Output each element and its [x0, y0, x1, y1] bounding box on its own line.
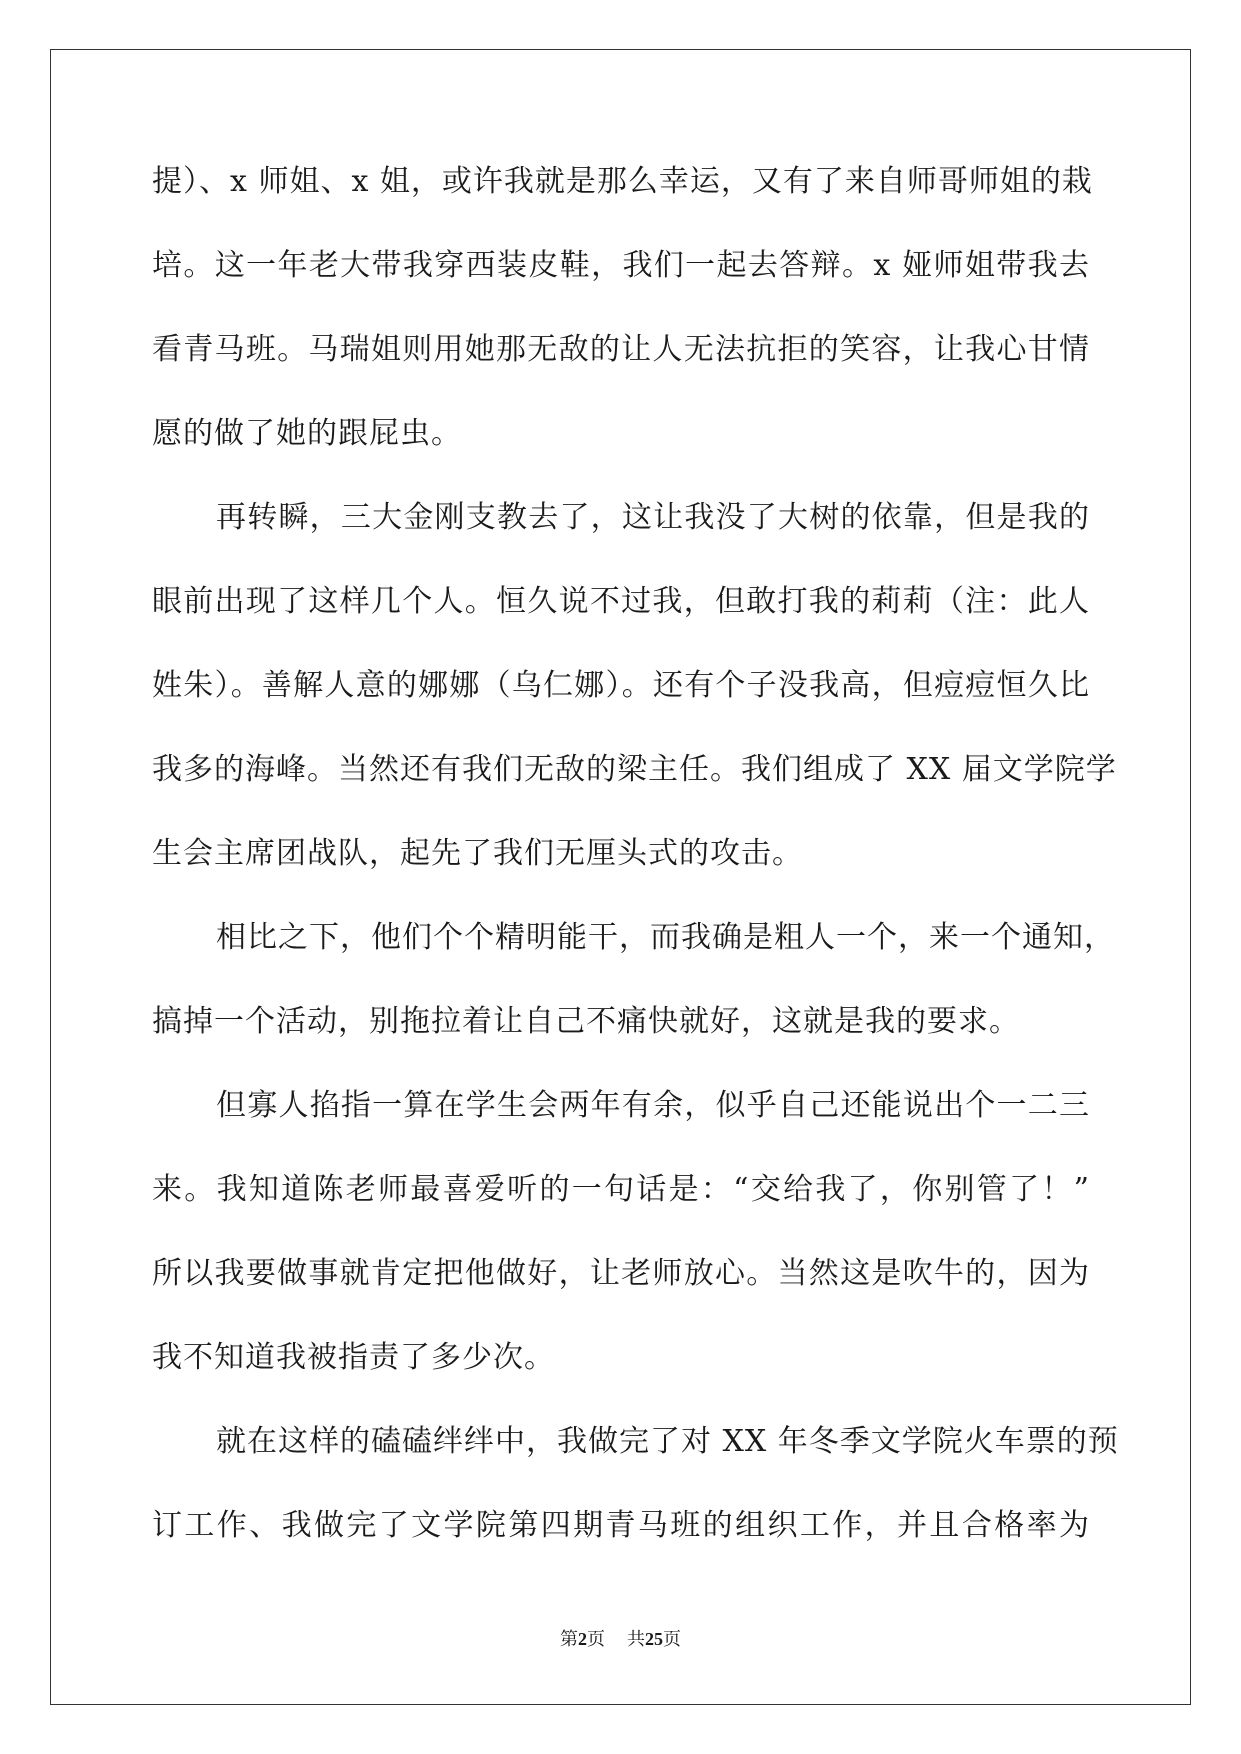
- text-line: 我不知道我被指责了多少次。: [152, 1340, 555, 1375]
- text-line: 姓朱）。善解人意的娜娜（乌仁娜）。还有个子没我高，但痘痘恒久比: [152, 668, 1090, 703]
- text-line: 就在这样的磕磕绊绊中，我做完了对 XX 年冬季文学院火车票的预: [216, 1424, 1119, 1459]
- text-line: 生会主席团战队，起先了我们无厘头式的攻击。: [152, 836, 803, 871]
- text-line: 来。我知道陈老师最喜爱听的一句话是：“交给我了，你别管了！”: [152, 1172, 1090, 1207]
- text-line: 相比之下，他们个个精明能干，而我确是粗人一个，来一个通知，: [216, 920, 1115, 955]
- page-suffix: 页: [587, 1629, 605, 1650]
- text-line: 我多的海峰。当然还有我们无敌的梁主任。我们组成了 XX 届文学院学: [152, 752, 1117, 787]
- total-suffix: 页: [663, 1629, 681, 1650]
- text-line: 所以我要做事就肯定把他做好，让老师放心。当然这是吹牛的，因为: [152, 1256, 1090, 1291]
- total-prefix: 共: [627, 1629, 645, 1650]
- page-footer: [0, 1627, 1241, 1652]
- text-line: 订工作、我做完了文学院第四期青马班的组织工作，并且合格率为: [152, 1508, 1090, 1543]
- text-line: 眼前出现了这样几个人。恒久说不过我，但敢打我的莉莉（注：此人: [152, 584, 1090, 619]
- total-pages: 25: [645, 1629, 663, 1649]
- text-line: 看青马班。马瑞姐则用她那无敌的让人无法抗拒的笑容，让我心甘情: [152, 332, 1090, 367]
- page-number: 2: [578, 1629, 587, 1649]
- text-line: 再转瞬，三大金刚支教去了，这让我没了大树的依靠，但是我的: [216, 500, 1090, 535]
- text-line: 搞掉一个活动，别拖拉着让自己不痛快就好，这就是我的要求。: [152, 1004, 1020, 1039]
- page-prefix: 第: [560, 1629, 578, 1650]
- body-text: [152, 162, 1119, 1590]
- text-line: 培。这一年老大带我穿西装皮鞋，我们一起去答辩。x 娅师姐带我去: [152, 248, 1090, 283]
- text-line: 提）、x 师姐、x 姐，或许我就是那么幸运，又有了来自师哥师姐的栽: [152, 164, 1093, 199]
- text-line: 但寡人掐指一算在学生会两年有余，似乎自己还能说出个一二三: [216, 1088, 1090, 1123]
- text-line: 愿的做了她的跟屁虫。: [152, 416, 462, 451]
